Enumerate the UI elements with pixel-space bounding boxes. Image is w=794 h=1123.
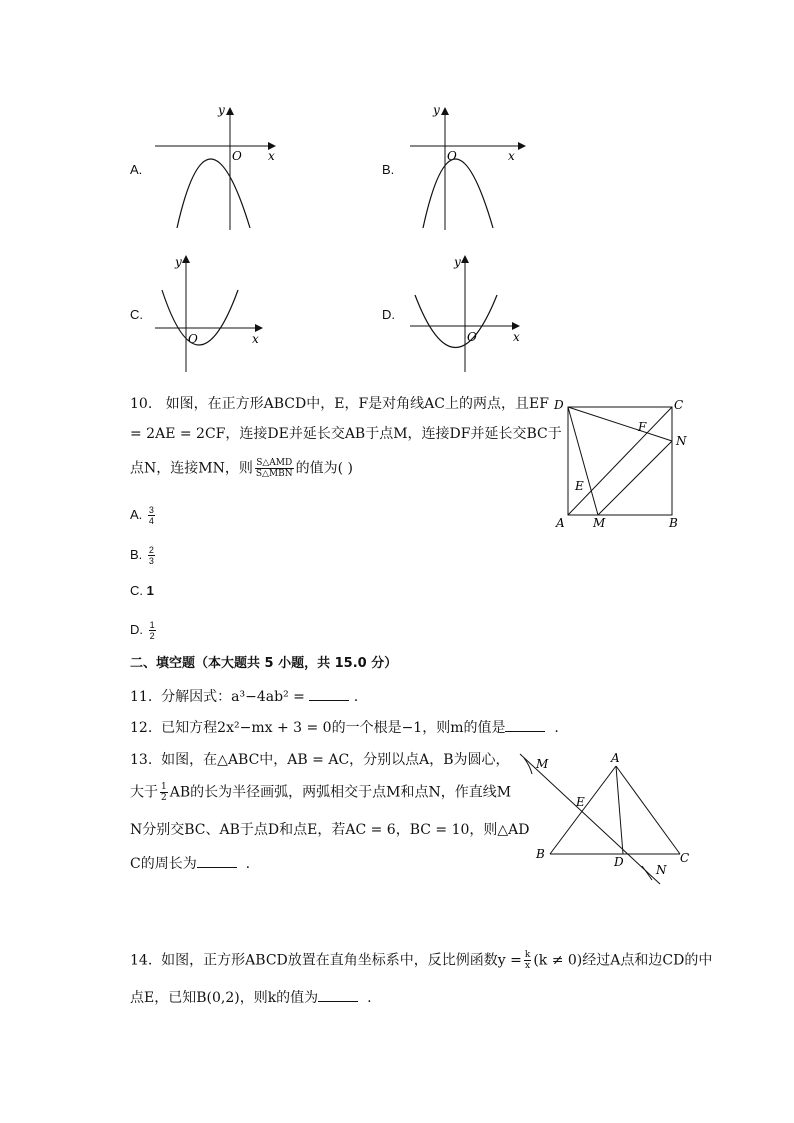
q13-line1: 13. 如图，在△ABC中，AB = AC，分别以点A，B为圆心， bbox=[130, 752, 510, 768]
origin-label: O bbox=[188, 332, 198, 346]
graph-c bbox=[150, 250, 290, 375]
q10-option-c: C. 1 bbox=[130, 583, 154, 598]
arc-n bbox=[642, 866, 652, 880]
svg-text:A: A bbox=[611, 751, 620, 765]
parabola bbox=[423, 159, 493, 228]
segment-ad bbox=[616, 766, 623, 854]
option-d-label: D. bbox=[382, 307, 395, 322]
y-label: y bbox=[218, 103, 225, 117]
svg-text:F: F bbox=[638, 420, 647, 434]
frac-num: S△AMD bbox=[256, 458, 293, 468]
option-b-label: B. bbox=[382, 162, 395, 177]
q13-line4: C的周长为 . bbox=[130, 853, 250, 874]
q13-line2: 大于 $\frac{1}{2}$ AB的长为半径画弧，两弧相交于点M和点N，作直线M bbox=[130, 782, 512, 803]
answer-blank bbox=[318, 987, 358, 1002]
q12: 12. 已知方程2x²−mx + 3 = 0的一个根是−1，则m的值是 . bbox=[130, 717, 559, 738]
svg-text:B: B bbox=[669, 516, 678, 530]
q10-option-b: B. $\frac{2}{3}$ bbox=[130, 545, 154, 566]
side-ab bbox=[550, 766, 616, 854]
q10-text-1: 如图，在正方形ABCD中，E，F是对角线AC上的两点，且EF bbox=[165, 396, 549, 412]
q10-text-3a: 点N，连接MN，则 bbox=[130, 460, 253, 477]
q10-option-a: A. $\frac{3}{4}$ bbox=[130, 505, 154, 526]
origin-label: O bbox=[232, 149, 242, 163]
parabola bbox=[162, 290, 238, 345]
svg-text:C: C bbox=[680, 851, 690, 865]
y-label: y bbox=[454, 255, 461, 269]
section-title: 二、填空题（本大题共 5 小题，共 15.0 分） bbox=[130, 656, 398, 671]
q14-line1: 14. 如图，正方形ABCD放置在直角坐标系中，反比例函数y = $\frac{k}{x}$ (k ≠ 0)经过A点和边CD的中 bbox=[130, 950, 713, 971]
svg-text:A: A bbox=[556, 516, 565, 530]
graph-b bbox=[405, 100, 545, 235]
q10-number: 10. bbox=[130, 396, 153, 412]
line-mn bbox=[598, 441, 672, 515]
y-label: y bbox=[175, 255, 182, 269]
answer-blank bbox=[505, 717, 545, 732]
q10-line3 bbox=[130, 458, 353, 479]
origin-label: O bbox=[467, 330, 477, 344]
svg-text:M: M bbox=[593, 516, 606, 530]
parabola bbox=[415, 295, 497, 348]
q14-line2: 点E，已知B(0,2)，则k的值为 . bbox=[130, 987, 372, 1008]
x-label: x bbox=[508, 149, 515, 163]
arc-m bbox=[524, 758, 532, 774]
area-ratio-fraction bbox=[255, 458, 294, 479]
svg-text:M: M bbox=[536, 757, 549, 771]
graph-a bbox=[150, 100, 290, 235]
q13-triangle-figure bbox=[510, 748, 700, 888]
graph-d bbox=[405, 250, 545, 375]
q10-line1 bbox=[130, 394, 549, 414]
q10-option-d: D. $\frac{1}{2}$ bbox=[130, 620, 155, 641]
answer-blank bbox=[197, 853, 237, 868]
svg-text:D: D bbox=[614, 855, 624, 869]
q10-square-figure bbox=[550, 395, 700, 535]
frac-den: S△MBN bbox=[255, 469, 293, 479]
svg-text:E: E bbox=[575, 479, 584, 493]
q10-text-3b: 的值为( ) bbox=[295, 460, 354, 477]
x-label: x bbox=[513, 330, 520, 344]
q13-line3: N分别交BC、AB于点D和点E，若AC = 6，BC = 10，则△AD bbox=[130, 822, 530, 838]
answer-blank bbox=[309, 686, 349, 701]
svg-text:B: B bbox=[536, 847, 545, 861]
svg-text:C: C bbox=[674, 398, 684, 412]
line-dn bbox=[568, 407, 672, 441]
svg-text:D: D bbox=[554, 398, 564, 412]
q11: 11. 分解因式：a³−4ab² = . bbox=[130, 686, 358, 707]
y-label: y bbox=[433, 103, 440, 117]
svg-text:E: E bbox=[576, 795, 585, 809]
side-ac bbox=[616, 766, 680, 854]
svg-text:N: N bbox=[656, 863, 667, 877]
origin-label: O bbox=[447, 149, 457, 163]
parabola bbox=[177, 159, 250, 228]
x-label: x bbox=[252, 332, 259, 346]
option-c-label: C. bbox=[130, 307, 143, 322]
diagonal-ac bbox=[568, 407, 672, 515]
line-mn bbox=[520, 754, 660, 884]
option-a-label: A. bbox=[130, 162, 143, 177]
q10-line2: = 2AE = 2CF，连接DE并延长交AB于点M，连接DF并延长交BC于 bbox=[130, 426, 562, 442]
x-label: x bbox=[268, 149, 275, 163]
svg-text:N: N bbox=[676, 434, 687, 448]
